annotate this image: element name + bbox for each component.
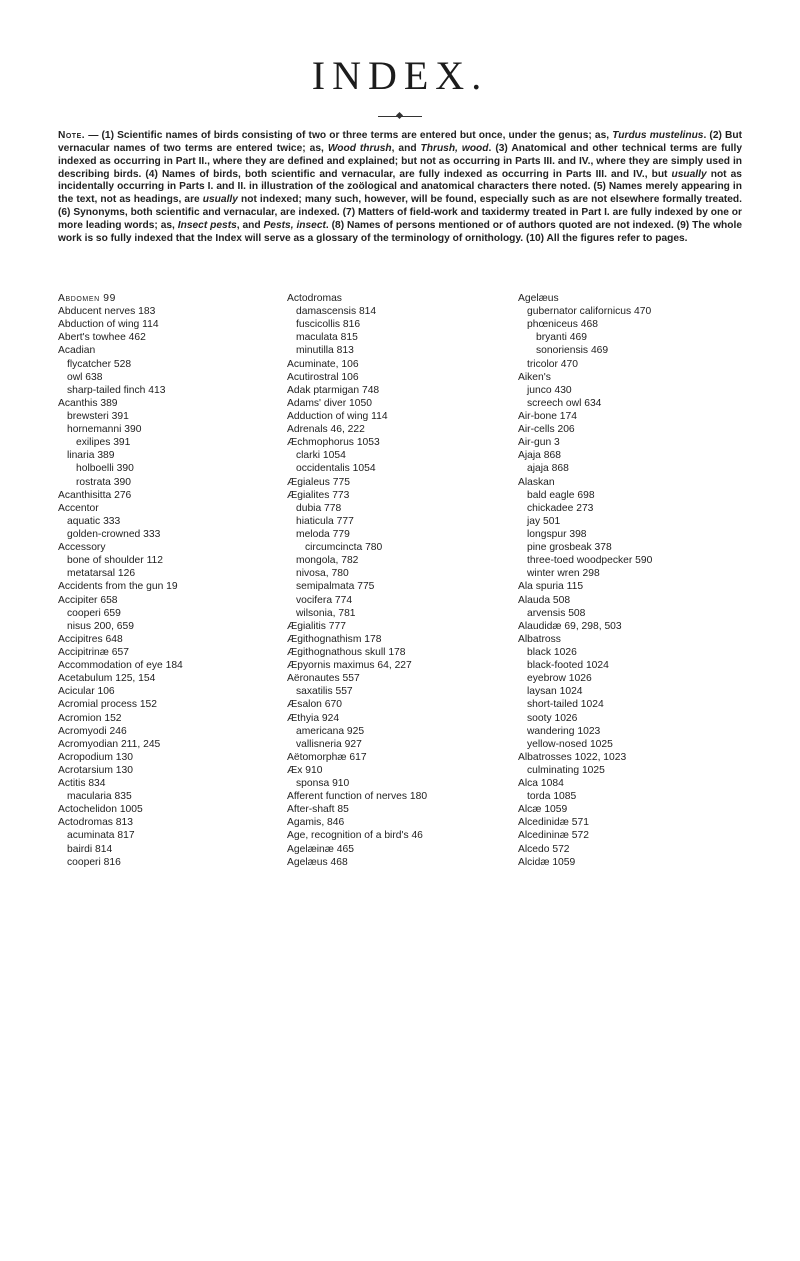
index-entry: dubia 778 — [296, 502, 342, 514]
index-entry: Air-gun 3 — [518, 437, 560, 449]
index-entry: Acetabulum 125, 154 — [58, 673, 156, 685]
note-segment: usually — [202, 194, 238, 206]
note-segment: Wood thrush — [327, 142, 392, 154]
index-entry: Abduction of wing 114 — [58, 319, 159, 331]
index-entry: Accidents from the gun 19 — [58, 581, 178, 593]
index-entry: three-toed woodpecker 590 — [527, 555, 653, 567]
index-entry: Æthyia 924 — [287, 712, 340, 724]
index-entry: vocifera 774 — [296, 594, 353, 606]
index-entry: Alauda 508 — [518, 594, 571, 606]
index-entry: Accipitres 648 — [58, 633, 123, 645]
index-entry: macularia 835 — [67, 791, 132, 803]
note-segment: . (2) But vernacular names of two terms are entered twice; as, — [58, 130, 742, 154]
index-entry: Agelæus — [518, 293, 559, 304]
index-entry: wandering 1023 — [527, 725, 601, 737]
index-entry: black 1026 — [527, 646, 577, 658]
index-entry: Ægialeus 775 — [287, 476, 350, 488]
index-entry: bald eagle 698 — [527, 489, 595, 501]
index-entry: Adduction of wing 114 — [287, 410, 388, 422]
index-entry: flycatcher 528 — [67, 358, 132, 370]
index-entry: Ajaja 868 — [518, 450, 561, 462]
index-entry: Ægithognathous skull 178 — [287, 646, 406, 658]
index-entry: Ala spuria 115 — [518, 581, 584, 593]
index-entry: Aiken's — [518, 371, 551, 383]
index-entry: wilsonia, 781 — [296, 607, 356, 619]
index-entry: Æpyornis maximus 64, 227 — [287, 660, 412, 672]
index-entry: screech owl 634 — [527, 397, 602, 409]
index-entry: bairdi 814 — [67, 843, 113, 855]
index-entry: vallisneria 927 — [296, 738, 362, 750]
index-entry: Acropodium 130 — [58, 751, 133, 763]
note-segment: not as incidentally occurring in Parts I. and II. in illustration of the zoölogical and anatomical characters there noted. (5) Names merely appearing in the text, not as headings, are — [58, 168, 742, 206]
note-segment: . (3) Anatomical and other technical terms are fully indexed as occurring in Part II., where they are defined and explained; but not as occurring in Parts III. and IV., where they are simply used in describing birds. (4) Names of birds, both scientific and vernacular, are fully indexed as occurring in Parts III. and IV., but — [58, 142, 743, 180]
index-entry: sooty 1026 — [527, 712, 578, 724]
index-entry: cooperi 659 — [67, 607, 121, 619]
index-entry: Agelæinæ 465 — [287, 843, 354, 855]
note-segment: Insect pests — [177, 219, 237, 231]
index-entry: sharp-tailed finch 413 — [67, 384, 166, 396]
index-entry: Abdomen 99 — [58, 293, 116, 304]
index-entry: exilipes 391 — [76, 437, 131, 449]
index-entry: arvensis 508 — [527, 607, 586, 619]
index-entry: torda 1085 — [527, 791, 577, 803]
index-entry: junco 430 — [527, 384, 572, 396]
index-entry: Air-bone 174 — [518, 410, 577, 422]
page-title: INDEX. — [311, 53, 489, 98]
index-entry: Ægialites 773 — [287, 489, 350, 501]
index-entry: Accessory — [58, 542, 106, 554]
index-entry: gubernator californicus 470 — [527, 306, 652, 318]
index-entry: holboelli 390 — [76, 463, 134, 475]
index-entry: nisus 200, 659 — [67, 620, 134, 632]
index-entry: Actodromas 813 — [58, 817, 133, 829]
index-entry: Agamis, 846 — [287, 817, 345, 829]
index-entry: Afferent function of nerves 180 — [287, 791, 428, 803]
title-ornament — [378, 116, 422, 117]
index-entry: bryanti 469 — [536, 332, 587, 344]
index-entry: Agelæus 468 — [287, 856, 348, 868]
index-entry: Alcedinidæ 571 — [518, 817, 589, 829]
index-entry: hornemanni 390 — [67, 424, 142, 436]
index-entry: linaria 389 — [67, 450, 115, 462]
index-entry: Æchmophorus 1053 — [287, 437, 380, 449]
index-entry: Acromyodi 246 — [58, 725, 127, 737]
index-entry: Æsalon 670 — [287, 699, 342, 711]
index-entry: saxatilis 557 — [296, 686, 353, 698]
index-entry: jay 501 — [527, 515, 561, 527]
index-entry: Actodromas — [287, 293, 342, 304]
index-entry: occidentalis 1054 — [296, 463, 376, 475]
note-segment: usually — [671, 168, 707, 180]
index-entry: phœniceus 468 — [527, 319, 598, 331]
index-entry: Acanthis 389 — [58, 397, 118, 409]
index-entry: short-tailed 1024 — [527, 699, 604, 711]
index-entry: golden-crowned 333 — [67, 528, 161, 540]
index-entry: brewsteri 391 — [67, 410, 129, 422]
index-entry: Acicular 106 — [58, 686, 115, 698]
index-column-1 — [58, 292, 268, 869]
index-entry: cooperi 816 — [67, 856, 121, 868]
index-entry: Albatross — [518, 633, 561, 645]
index-entry: Aëtomorphæ 617 — [287, 751, 367, 763]
index-entry: Acromial process 152 — [58, 699, 158, 711]
index-entry: Adrenals 46, 222 — [287, 424, 365, 436]
index-entry: Acuminate, 106 — [287, 358, 359, 370]
index-entry: semipalmata 775 — [296, 581, 375, 593]
index-entry: fuscicollis 816 — [296, 319, 361, 331]
index-entry: Alcæ 1059 — [518, 804, 568, 816]
index-entry: Æx 910 — [287, 764, 323, 776]
index-entry: After-shaft 85 — [287, 804, 349, 816]
note-segment: not indexed; many such, however, will be found, especially such as are not elsewhere formally treated. (6) Synonyms, both scientific and vernacular, are indexed. (7) Matters of field-work and taxidermy treated in Part I. are fully indexed by one or more leading words; as, — [58, 194, 742, 231]
index-entry: Accipiter 658 — [58, 594, 118, 606]
index-entry: owl 638 — [67, 371, 103, 383]
index-entry: Acromion 152 — [58, 712, 122, 724]
index-entry: circumcincta 780 — [305, 542, 383, 554]
index-entry: pine grosbeak 378 — [527, 542, 612, 554]
index-entry: Actochelidon 1005 — [58, 804, 143, 816]
index-entry: Accommodation of eye 184 — [58, 660, 183, 672]
index-entry: meloda 779 — [296, 528, 350, 540]
index-entry: Alaudidæ 69, 298, 503 — [518, 620, 622, 632]
index-entry: damascensis 814 — [296, 306, 377, 318]
index-entry: Abducent nerves 183 — [58, 306, 156, 318]
index-entry: sonoriensis 469 — [536, 345, 609, 357]
index-entry: Accipitrinæ 657 — [58, 646, 129, 658]
index-entry: laysan 1024 — [527, 686, 583, 698]
index-entry: longspur 398 — [527, 528, 587, 540]
note-segment: — (1) Scientific names of birds consisting of two or three terms are entered but once, under the genus; as, — [85, 130, 613, 141]
note-segment: , and — [236, 219, 264, 231]
index-entry: Air-cells 206 — [518, 424, 575, 436]
index-entry: Alca 1084 — [518, 778, 564, 790]
index-entry: rostrata 390 — [76, 476, 131, 488]
index-entry: Actitis 834 — [58, 778, 106, 790]
note-segment: Turdus mustelinus — [612, 130, 704, 141]
index-entry: Albatrosses 1022, 1023 — [518, 751, 627, 763]
index-entry: Adams' diver 1050 — [287, 397, 372, 409]
index-entry: bone of shoulder 112 — [67, 555, 163, 567]
note-segment: . (8) Names of persons mentioned or of authors quoted are not indexed. (9) The whole work is so fully indexed that the Index will serve as a glossary of the terminology of ornithology. (10) All the figures refer to pages. — [58, 219, 742, 244]
index-column-3 — [518, 292, 758, 869]
index-entry: black-footed 1024 — [527, 660, 609, 672]
index-entry: aquatic 333 — [67, 515, 121, 527]
index-entry: americana 925 — [296, 725, 365, 737]
index-entry: mongola, 782 — [296, 555, 359, 567]
index-entry: Adak ptarmigan 748 — [287, 384, 380, 396]
index-entry: clarki 1054 — [296, 450, 346, 462]
index-entry: Acadian — [58, 345, 96, 357]
index-entry: Acutirostral 106 — [287, 371, 359, 383]
note-segment: , and — [391, 142, 421, 154]
index-entry: Alaskan — [518, 476, 555, 488]
note-lead: Note. — [58, 130, 86, 141]
index-entry: nivosa, 780 — [296, 568, 349, 580]
index-entry: maculata 815 — [296, 332, 358, 344]
index-entry: Aëronautes 557 — [287, 673, 360, 685]
index-entry: acuminata 817 — [67, 830, 135, 842]
index-entry: yellow-nosed 1025 — [527, 738, 613, 750]
index-entry: tricolor 470 — [527, 358, 578, 370]
index-entry: ajaja 868 — [527, 463, 569, 475]
index-entry: hiaticula 777 — [296, 515, 354, 527]
index-entry: Acromyodian 211, 245 — [58, 738, 161, 750]
index-entry: Ægialitis 777 — [287, 620, 346, 632]
index-entry: eyebrow 1026 — [527, 673, 592, 685]
index-column-2 — [287, 292, 507, 869]
index-entry: Alcidæ 1059 — [518, 856, 576, 868]
index-entry: Alcedo 572 — [518, 843, 570, 855]
index-entry: sponsa 910 — [296, 778, 350, 790]
note-segment: Thrush, wood — [420, 142, 489, 154]
index-entry: Acrotarsium 130 — [58, 764, 133, 776]
index-entry: Alcedininæ 572 — [518, 830, 589, 842]
index-entry: Ægithognathism 178 — [287, 633, 382, 645]
index-entry: Abert's towhee 462 — [58, 332, 146, 344]
index-entry: chickadee 273 — [527, 502, 594, 514]
index-entry: Accentor — [58, 502, 99, 514]
index-note — [58, 130, 742, 246]
index-entry: Age, recognition of a bird's 46 — [287, 830, 423, 842]
index-entry: winter wren 298 — [527, 568, 600, 580]
index-entry: metatarsal 126 — [67, 568, 136, 580]
note-segment: Pests, insect — [263, 219, 326, 231]
index-entry: Acanthisitta 276 — [58, 489, 132, 501]
index-entry: minutilla 813 — [296, 345, 354, 357]
index-entry: culminating 1025 — [527, 764, 605, 776]
